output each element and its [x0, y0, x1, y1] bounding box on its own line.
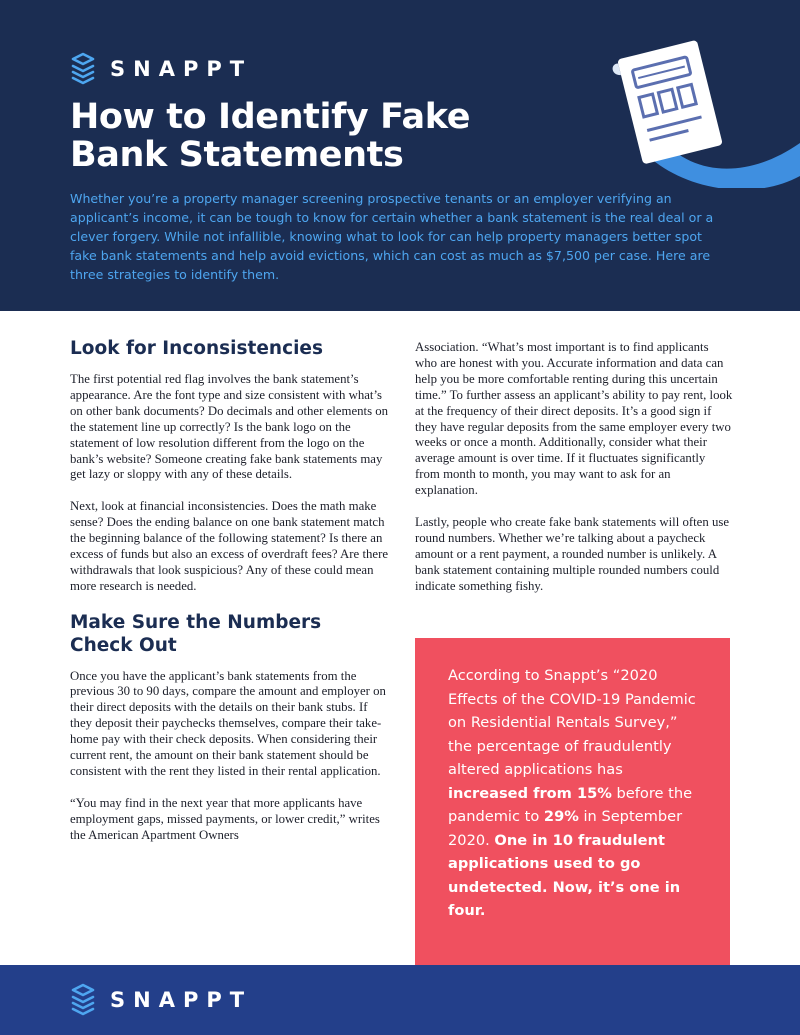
callout-text-1: According to Snappt’s “2020 Effects of the COVID-19 Pandemic on Residential Rentals Survey,” the percentage of fraudulently altered applications has	[448, 667, 696, 778]
callout-bold-1: increased from 15%	[448, 784, 612, 802]
title-line-2: Bank Statements	[70, 135, 404, 175]
heading-numbers-check-out	[70, 611, 390, 657]
heading-numbers-line-1: Make Sure the Numbers	[70, 611, 322, 633]
brand-name-footer: SNAPPT	[110, 988, 253, 1012]
heading-look-for-inconsistencies: Look for Inconsistencies	[70, 338, 323, 359]
paragraph-quote-start: “You may find in the next year that more applicants have employment gaps, missed payments, or lower credit,” writes the American Apartment Owners	[70, 795, 380, 842]
callout-text-3: in September 2020.	[448, 808, 683, 849]
paragraph-quote-continued: Association. “What’s most important is to find applicants who are honest with you. Accurate information and data can help you be more comfortable renting during this uncertain time.” To further assess an applicant’s ability to pay rent, look at the frequency of their direct deposits. It’s a good sign if they have regular deposits from the same employer every two weeks or once a month. Additionally, consider what their average amount is over time. If it fluctuates significantly from month to month, you may want to ask for an explanation.	[415, 340, 733, 498]
intro-paragraph: Whether you’re a property manager screening prospective tenants or an employer verifying an applicant’s income, it can be tough to know for certain whether a bank statement is the real deal or a clever forgery. While not infallible, knowing what to look for can help property managers better spot fake bank statements and help avoid evictions, which can cost as much as $7,500 per case. Here are three strategies to identify them.	[70, 191, 714, 282]
callout-text-2: before the pandemic to	[448, 784, 693, 825]
paragraph-appearance: The first potential red flag involves the bank statement’s appearance. Are the font type and size consistent with what’s on other bank documents? Do decimals and other elements on the statement line up correctly? Is the bank logo on the statement of low resolution different from the logo on the bank’s website? Someone creating fake bank statements may get lazy or sloppy with any of these details.	[70, 372, 389, 482]
right-column	[415, 340, 733, 610]
header-logo[interactable]	[70, 52, 252, 86]
paragraph-financial-inconsistencies: Next, look at financial inconsistencies. Does the math make sense? Does the ending balance on one bank statement match the beginning balance of the following statement? Is there an excess of funds but also an excess of overdraft fees? Are there withdrawals that look suspicious? Any of these could mean more research is needed.	[70, 499, 389, 593]
page-title	[70, 98, 590, 174]
snappt-layers-icon	[70, 52, 96, 86]
paragraph-compare-deposits: Once you have the applicant’s bank statements from the previous 30 to 90 days, compare the amount and employer on their direct deposits with the details on their bank stubs. If they deposit their paychecks themselves, compare their take-home pay with their check deposits. When considering their current rent, the amount on their bank statement should be consistent with the rent they listed in their rental application.	[70, 668, 386, 778]
snappt-layers-icon	[70, 983, 96, 1017]
callout-bold-3: One in 10 fraudulent applications used to go undetected. Now, it’s one in four.	[448, 831, 681, 919]
callout-bold-2: 29%	[543, 808, 579, 825]
left-column	[70, 337, 390, 859]
brand-name: SNAPPT	[110, 57, 253, 81]
header-banner	[0, 0, 800, 311]
title-line-1: How to Identify Fake	[70, 97, 471, 137]
footer-bar	[0, 965, 800, 1035]
paragraph-round-numbers: Lastly, people who create fake bank statements will often use round numbers. Whether we’re talking about a paycheck amount or a rent payment, a rounded number is unlikely. A bank statement containing multiple rounded numbers could indicate something fishy.	[415, 514, 730, 593]
footer-logo[interactable]	[70, 983, 252, 1017]
heading-numbers-line-2: Check Out	[70, 634, 177, 656]
bank-statement-document-icon	[600, 28, 800, 188]
